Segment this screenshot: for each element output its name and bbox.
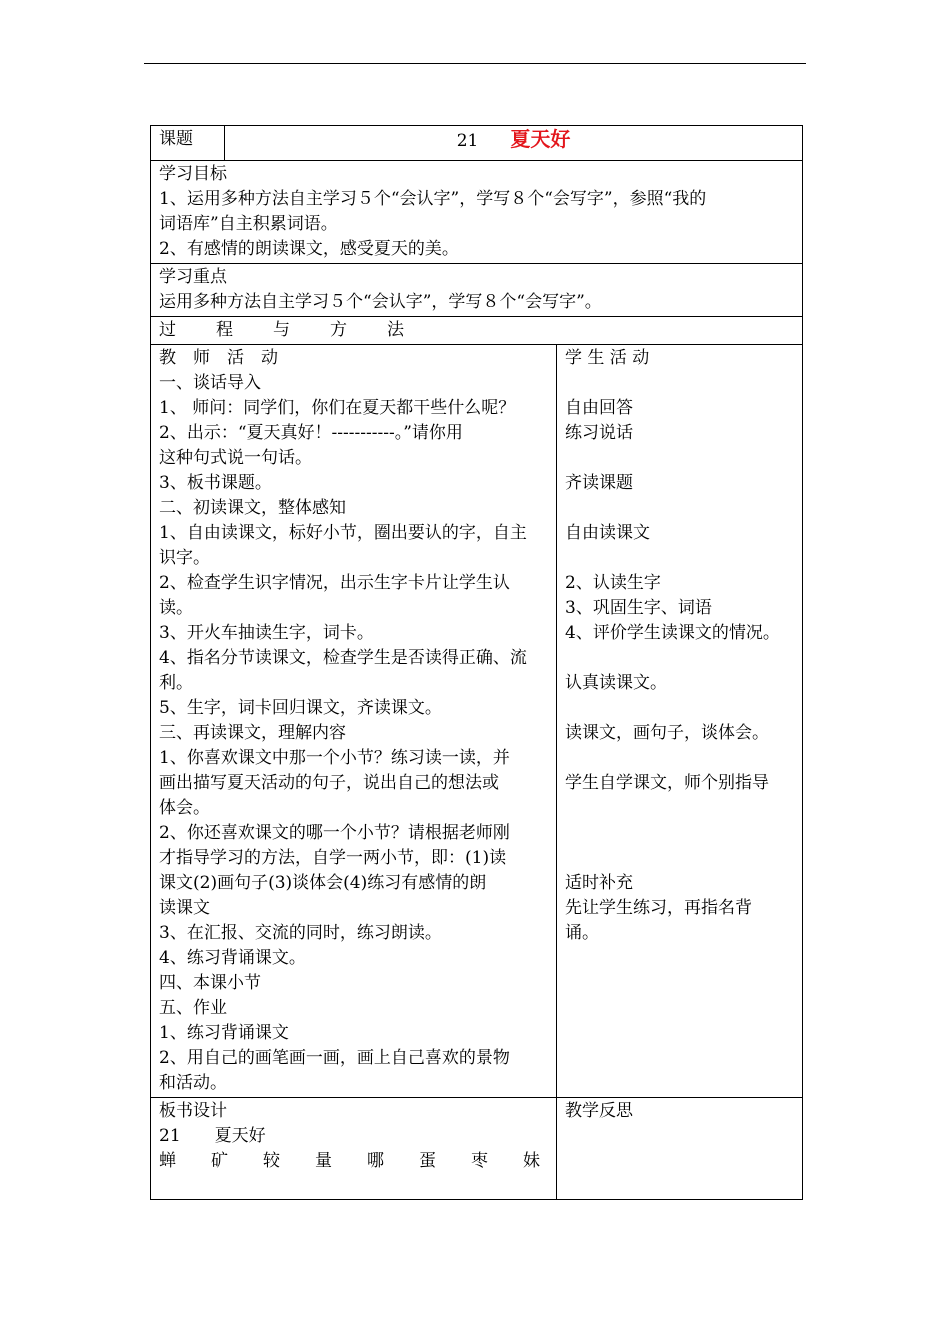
reflection-cell	[557, 1098, 803, 1200]
student-activity-line	[565, 646, 794, 671]
student-activity-line	[565, 546, 794, 571]
student-activity-line	[565, 496, 794, 521]
teacher-activity-line: 1、你喜欢课文中那一个小节？练习读一读，并	[159, 748, 510, 768]
key-points-text: 运用多种方法自主学习５个“会认字”，学写８个“会写字”。	[159, 292, 602, 312]
process-heading-char: 法	[387, 320, 404, 340]
student-lines	[565, 371, 794, 946]
process-row	[151, 317, 803, 345]
board-char: 较	[263, 1151, 280, 1171]
key-points-heading: 学习重点	[159, 267, 227, 287]
teacher-activity-line: 2、出示：“夏天真好！-----------。”请你用	[159, 423, 463, 443]
lesson-title-row	[151, 126, 803, 161]
student-heading: 学 生 活 动	[565, 348, 650, 368]
teacher-activity-line: 1、 师问：同学们，你们在夏天都干些什么呢？	[159, 398, 516, 418]
teacher-activity-line: 一、谈话导入	[159, 373, 261, 393]
teacher-activity-line: 5、生字，词卡回归课文，齐读课文。	[159, 698, 442, 718]
student-activity-line: 4、评价学生读课文的情况。	[565, 623, 780, 643]
student-activity-line: 自由回答	[565, 398, 633, 418]
teacher-activity-line: 读。	[159, 598, 193, 618]
teacher-activity-line: 1、练习背诵课文	[159, 1023, 289, 1043]
board-char: 蝉	[159, 1151, 176, 1171]
teacher-activities-cell	[151, 345, 557, 1098]
process-heading-char: 方	[330, 320, 347, 340]
teacher-activity-line: 识字。	[159, 548, 210, 568]
teacher-activity-line: 体会。	[159, 798, 210, 818]
student-activities-cell	[557, 345, 803, 1098]
process-heading-char: 与	[273, 320, 290, 340]
teacher-activity-line: 这种句式说一句话。	[159, 448, 312, 468]
student-activity-line: 3、巩固生字、词语	[565, 598, 712, 618]
objectives-cell	[151, 161, 803, 264]
teacher-activity-line: 和活动。	[159, 1073, 227, 1093]
key-points-cell	[151, 264, 803, 317]
student-activity-line: 先让学生练习，再指名背	[565, 898, 752, 918]
objective-line: 词语库”自主积累词语。	[159, 214, 338, 234]
student-activity-line: 练习说话	[565, 423, 633, 443]
student-activity-line: 认真读课文。	[565, 673, 667, 693]
lesson-plan-table	[150, 125, 803, 1200]
board-char: 矿	[211, 1151, 228, 1171]
teacher-activity-line: 3、板书课题。	[159, 473, 272, 493]
process-heading	[159, 318, 794, 343]
student-activity-line	[565, 821, 794, 846]
lesson-label: 课题	[159, 129, 193, 149]
key-points-row	[151, 264, 803, 317]
process-heading-char: 程	[216, 320, 233, 340]
process-cell	[151, 317, 803, 345]
activities-row	[151, 345, 803, 1098]
student-activity-line	[565, 796, 794, 821]
student-activity-line	[565, 371, 794, 396]
teacher-activity-line: 3、在汇报、交流的同时，练习朗读。	[159, 923, 442, 943]
teacher-heading: 教 师 活 动	[159, 348, 278, 368]
teacher-activity-line: 4、练习背诵课文。	[159, 948, 306, 968]
student-activity-line	[565, 446, 794, 471]
board-design-cell	[151, 1098, 557, 1200]
board-char: 量	[315, 1151, 332, 1171]
student-activity-line: 自由读课文	[565, 523, 650, 543]
teacher-activity-line: 画出描写夏天活动的句子，说出自己的想法或	[159, 773, 499, 793]
teacher-activity-line: 2、你还喜欢课文的哪一个小节？请根据老师刚	[159, 823, 510, 843]
board-chars	[159, 1149, 548, 1174]
teacher-lines	[159, 371, 548, 1096]
student-activity-line: 学生自学课文，师个别指导	[565, 773, 769, 793]
student-activity-line: 诵。	[565, 923, 599, 943]
objective-line: 2、有感情的朗读课文，感受夏天的美。	[159, 239, 459, 259]
board-char: 妹	[523, 1151, 540, 1171]
teacher-activity-line: 1、自由读课文，标好小节，圈出要认的字，自主	[159, 523, 527, 543]
board-char: 枣	[471, 1151, 488, 1171]
teacher-activity-line: 四、本课小节	[159, 973, 261, 993]
teacher-activity-line: 3、开火车抽读生字，词卡。	[159, 623, 374, 643]
teacher-activity-line: 4、指名分节读课文，检查学生是否读得正确、流	[159, 648, 527, 668]
teacher-activity-line: 利。	[159, 673, 193, 693]
board-char: 蛋	[419, 1151, 436, 1171]
teacher-activity-line: 才指导学习的方法，自学一两小节，即：(1)读	[159, 848, 507, 868]
student-activity-line: 齐读课题	[565, 473, 633, 493]
teacher-activity-line: 2、用自己的画笔画一画，画上自己喜欢的景物	[159, 1048, 510, 1068]
student-activity-line: 读课文，画句子，谈体会。	[565, 723, 769, 743]
student-activity-line: 2、认读生字	[565, 573, 661, 593]
reflection-heading: 教学反思	[565, 1101, 633, 1121]
student-activity-line	[565, 846, 794, 871]
lesson-title-cell	[225, 126, 803, 161]
board-heading: 板书设计	[159, 1101, 227, 1121]
header-rule	[144, 63, 806, 64]
student-activity-line	[565, 696, 794, 721]
board-title-line: 21 夏天好	[159, 1126, 266, 1146]
teacher-activity-line: 2、检查学生识字情况，出示生字卡片让学生认	[159, 573, 510, 593]
teacher-activity-line: 三、再读课文，理解内容	[159, 723, 346, 743]
teacher-activity-line: 二、初读课文，整体感知	[159, 498, 346, 518]
student-activity-line: 适时补充	[565, 873, 633, 893]
lesson-title: 夏天好	[510, 127, 571, 151]
teacher-activity-line: 读课文	[159, 898, 210, 918]
teacher-activity-line: 五、作业	[159, 998, 227, 1018]
objectives-row	[151, 161, 803, 264]
teacher-activity-line: 课文(2)画句子(3)谈体会(4)练习有感情的朗	[159, 873, 487, 893]
board-char: 哪	[367, 1151, 384, 1171]
board-row	[151, 1098, 803, 1200]
objective-line: 1、运用多种方法自主学习５个“会认字”，学写８个“会写字”，参照“我的	[159, 189, 707, 209]
objectives-heading: 学习目标	[159, 164, 227, 184]
process-heading-char: 过	[159, 320, 176, 340]
student-activity-line	[565, 746, 794, 771]
lesson-number: 21	[456, 131, 479, 151]
lesson-label-cell	[151, 126, 225, 161]
